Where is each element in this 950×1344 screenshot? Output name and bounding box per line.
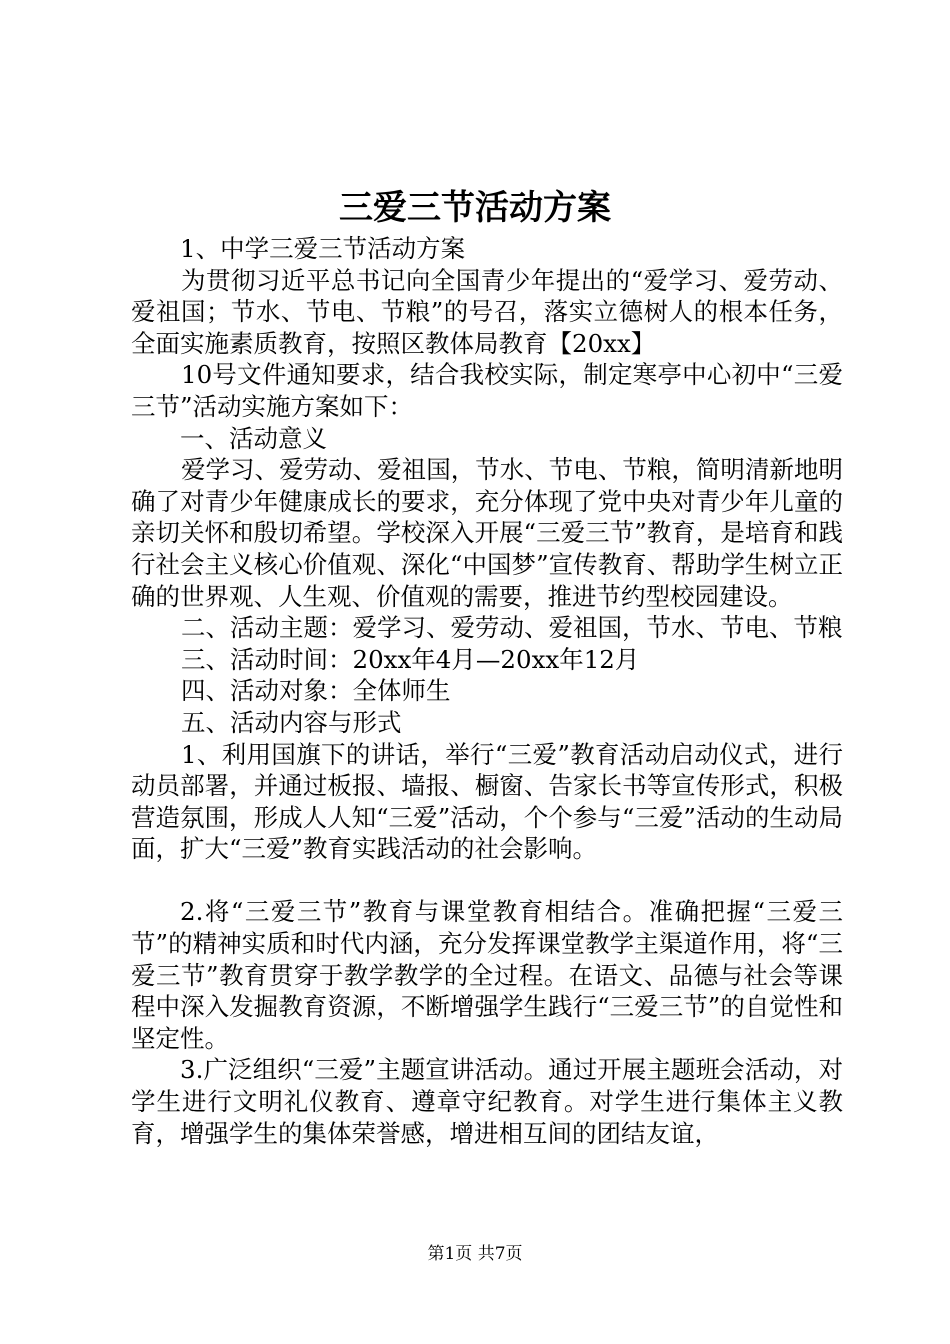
paragraph-item-3: 3.广泛组织“三爱”主题宣讲活动。通过开展主题班会活动，对学生进行文明礼仪教育、遵章守纪教育。对学生进行集体主义教育，增强学生的集体荣誉感，增进相互间的团结友谊， xyxy=(131,1055,843,1148)
document-body xyxy=(131,233,843,1149)
section-target: 四、活动对象：全体师生 xyxy=(181,676,451,706)
blank-line xyxy=(131,865,843,897)
paragraph-item-1: 1、利用国旗下的讲话，举行“三爱”教育活动启动仪式，进行动员部署，并通过板报、墙报、橱窗、告家长书等宣传形式，积极营造氛围，形成人人知“三爱”活动，个个参与“三爱”活动的生动局面，扩大“三爱”教育实践活动的社会影响。 xyxy=(131,739,843,864)
section-heading-5: 五、活动内容与形式 xyxy=(181,707,402,737)
paragraph-item-2: 2.将“三爱三节”教育与课堂教育相结合。准确把握“三爱三节”的精神实质和时代内涵，充分发挥课堂教学主渠道作用，将“三爱三节”教育贯穿于教学教学的全过程。在语文、品德与社会等课程中深入发掘教育资源，不断增强学生践行“三爱三节”的自觉性和坚定性。 xyxy=(131,897,843,1053)
section-theme: 二、活动主题：爱学习、爱劳动、爱祖国，节水、节电、节粮 xyxy=(181,613,843,643)
paragraph-significance: 爱学习、爱劳动、爱祖国，节水、节电、节粮，简明清新地明确了对青少年健康成长的要求，充分体现了党中央对青少年儿童的亲切关怀和殷切希望。学校深入开展“三爱三节”教育，是培育和践行社会主义核心价值观、深化“中国梦”宣传教育、帮助学生树立正确的世界观、人生观、价值观的需要，推进节约型校园建设。 xyxy=(131,455,843,611)
page-footer: 第1页 共7页 xyxy=(427,1244,523,1264)
section-heading-1: 一、活动意义 xyxy=(180,423,327,453)
section-time: 三、活动时间：20xx年4月—20xx年12月 xyxy=(181,644,640,674)
paragraph-heading: 1、中学三爱三节活动方案 xyxy=(180,234,466,263)
document-title: 三爱三节活动方案 xyxy=(339,188,611,228)
paragraph-intro-cont: 10号文件通知要求，结合我校实际，制定寒亭中心初中“三爱三节”活动实施方案如下： xyxy=(131,360,843,421)
paragraph-intro: 为贯彻习近平总书记向全国青少年提出的“爱学习、爱劳动、爱祖国；节水、节电、节粮”的号召，落实立德树人的根本任务，全面实施素质教育，按照区教体局教育【20xx】 xyxy=(131,265,843,358)
